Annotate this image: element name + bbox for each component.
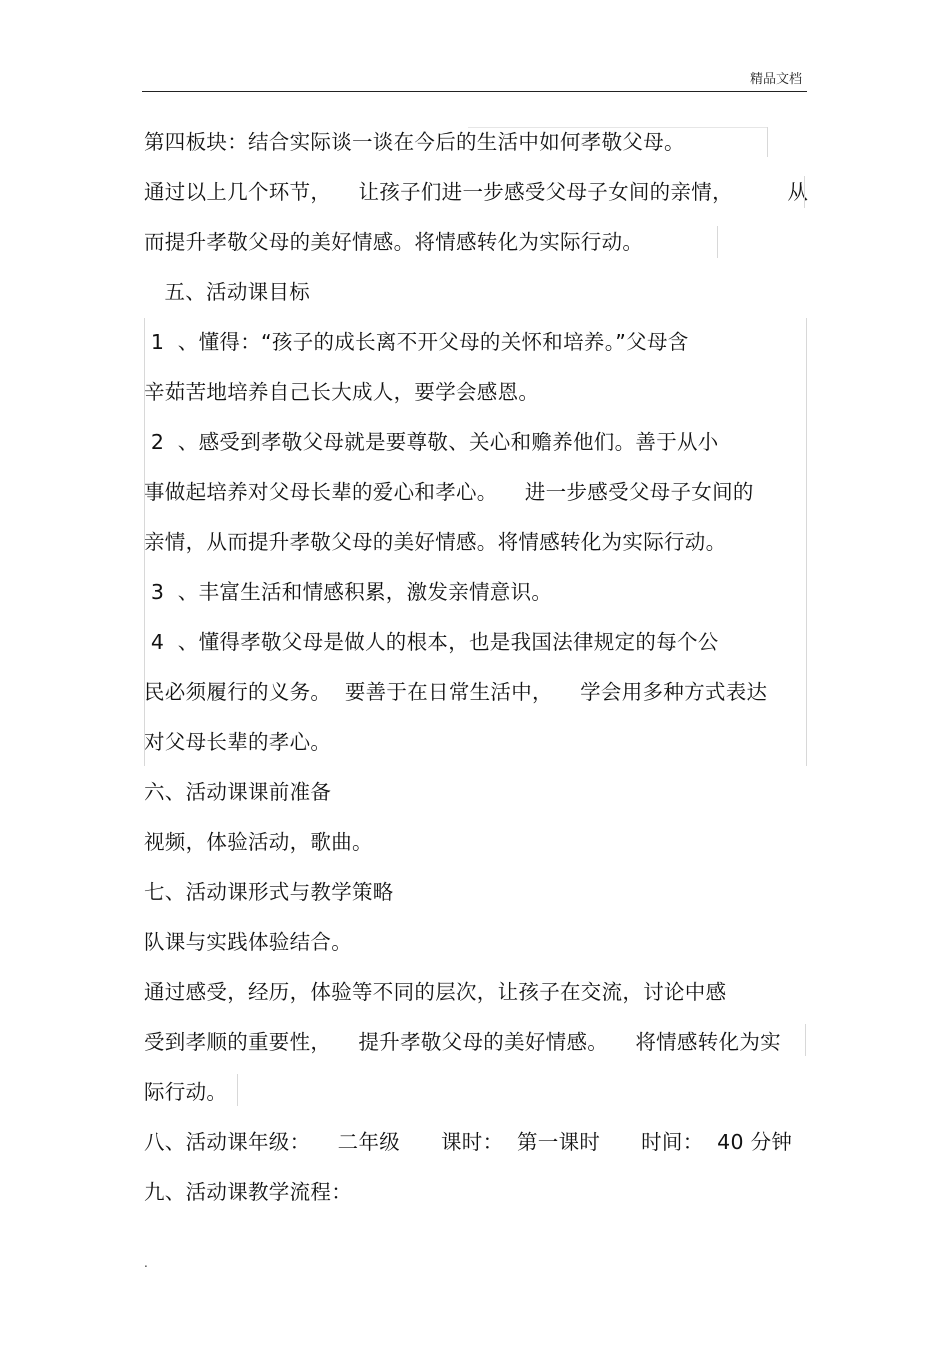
section-heading: 八、活动课年级： 二年级 课时： 第一课时 时间： 40 分钟 bbox=[144, 1130, 793, 1154]
text-line: 2 、感受到孝敬父母就是要尊敬、关心和赡养他们。善于从小 bbox=[144, 430, 719, 454]
text-line: 通过感受，经历，体验等不同的层次，让孩子在交流，讨论中感 bbox=[144, 980, 727, 1004]
section-heading: 五、活动课目标 bbox=[144, 280, 311, 304]
scan-rule bbox=[806, 318, 807, 766]
text-line: 亲情，从而提升孝敬父母的美好情感。将情感转化为实际行动。 bbox=[144, 530, 727, 554]
scan-rule bbox=[144, 318, 145, 766]
header-rule bbox=[142, 91, 807, 92]
scan-rule bbox=[804, 176, 805, 208]
footer-mark: . bbox=[144, 1256, 148, 1270]
scan-rule bbox=[767, 127, 768, 157]
text-line: 通过以上几个环节， 让孩子们进一步感受父母子女间的亲情， 从 bbox=[144, 180, 809, 204]
text-line: 辛茹苦地培养自己长大成人，要学会感恩。 bbox=[144, 380, 540, 404]
text-line: 4 、懂得孝敬父母是做人的根本，也是我国法律规定的每个公 bbox=[144, 630, 719, 654]
scan-rule bbox=[468, 127, 768, 128]
text-line: 事做起培养对父母长辈的爱心和孝心。 进一步感受父母子女间的 bbox=[144, 480, 754, 504]
header-label: 精品文档 bbox=[749, 72, 802, 87]
text-line: 3 、丰富生活和情感积累，激发亲情意识。 bbox=[144, 580, 553, 604]
section-heading: 七、活动课形式与教学策略 bbox=[144, 880, 394, 904]
section-heading: 九、活动课教学流程： bbox=[144, 1180, 352, 1204]
text-line: 队课与实践体验结合。 bbox=[144, 930, 352, 954]
text-line: 第四板块：结合实际谈一谈在今后的生活中如何孝敬父母。 bbox=[144, 130, 685, 154]
text-line: 而提升孝敬父母的美好情感。将情感转化为实际行动。 bbox=[144, 230, 644, 254]
text-line: 际行动。 bbox=[144, 1080, 228, 1104]
section-heading: 六、活动课课前准备 bbox=[144, 780, 332, 804]
text-line: 民必须履行的义务。 要善于在日常生活中， 学会用多种方式表达 bbox=[144, 680, 768, 704]
scan-rule bbox=[805, 1024, 806, 1056]
text-line: 1 、懂得：“孩子的成长离不开父母的关怀和培养。”父母含 bbox=[144, 330, 689, 354]
scan-rule bbox=[237, 1074, 238, 1106]
text-line: 受到孝顺的重要性， 提升孝敬父母的美好情感。 将情感转化为实 bbox=[144, 1030, 781, 1054]
text-line: 对父母长辈的孝心。 bbox=[144, 730, 332, 754]
text-line: 视频，体验活动，歌曲。 bbox=[144, 830, 373, 854]
scan-rule bbox=[717, 226, 718, 258]
